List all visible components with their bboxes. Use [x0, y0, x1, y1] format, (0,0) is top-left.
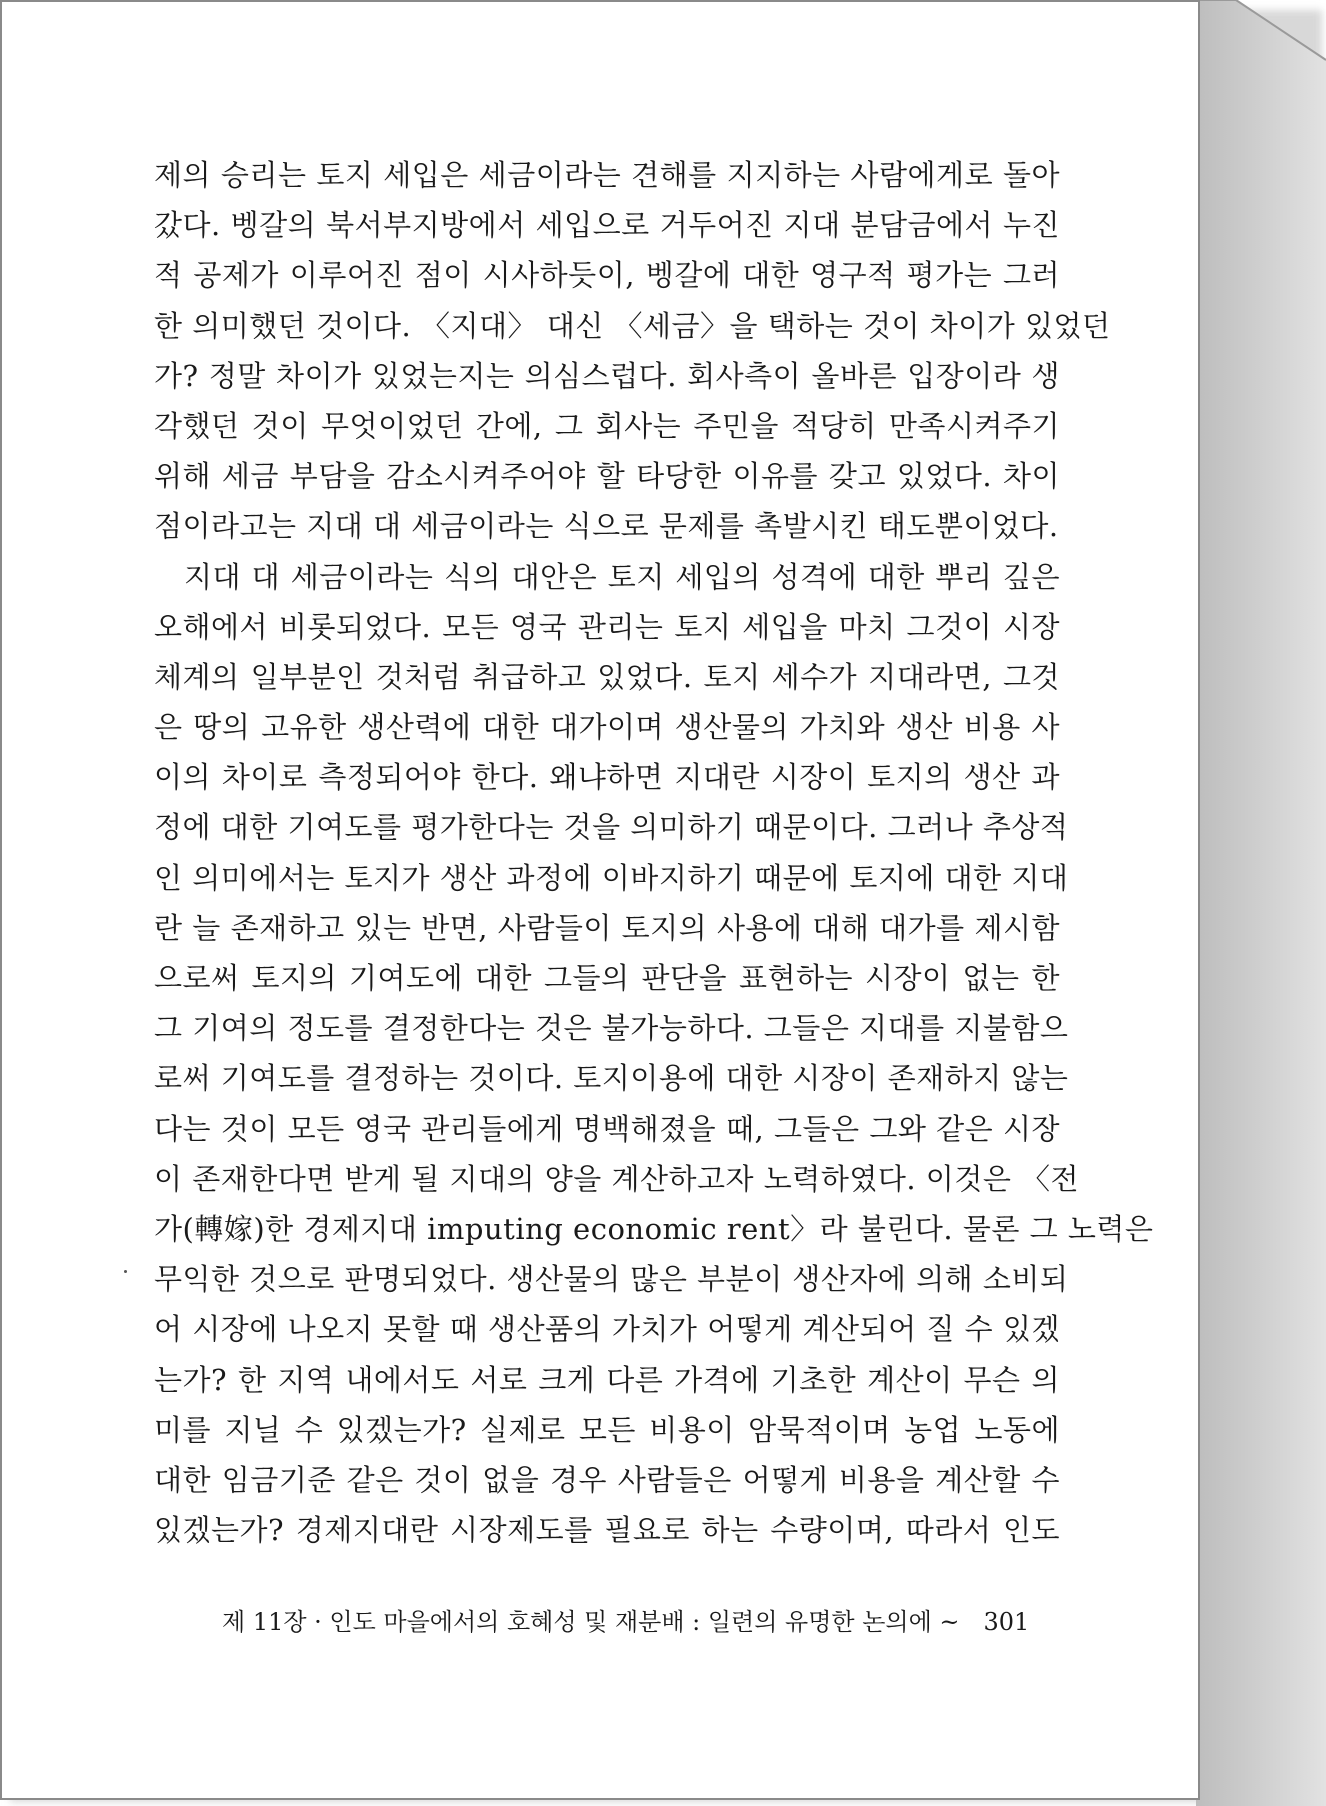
text-line: 미를 지닐 수 있겠는가? 실제로 모든 비용이 암묵적이며 농업 노동에 [154, 1412, 1060, 1447]
text-line: 한 의미했던 것이다. 〈지대〉 대신 〈세금〉을 택하는 것이 차이가 있었던 [154, 308, 1111, 343]
text-line: 어 시장에 나오지 못할 때 생산품의 가치가 어떻게 계산되어 질 수 있겠 [154, 1312, 1060, 1347]
margin-speck [124, 1270, 127, 1273]
text-line: 란 늘 존재하고 있는 반면, 사람들이 토지의 사용에 대해 대가를 제시함 [154, 910, 1060, 945]
book-edge [1196, 0, 1326, 1806]
text-line: 가? 정말 차이가 있었는지는 의심스럽다. 회사측이 올바른 입장이라 생 [154, 358, 1060, 393]
text-line: 가(轉嫁)한 경제지대 imputing economic rent〉라 불린다. 물론 그 노력은 [154, 1211, 1154, 1246]
text-line: 무익한 것으로 판명되었다. 생산물의 많은 부분이 생산자에 의해 소비되 [154, 1262, 1069, 1297]
text-line: 점이라고는 지대 대 세금이라는 식으로 문제를 촉발시킨 태도뿐이었다. [154, 509, 1059, 544]
text-line: 인 의미에서는 토지가 생산 과정에 이바지하기 때문에 토지에 대한 지대 [154, 860, 1069, 895]
text-line: 이의 차이로 측정되어야 한다. 왜냐하면 지대란 시장이 토지의 생산 과 [154, 760, 1060, 795]
text-line: 체계의 일부분인 것처럼 취급하고 있었다. 토지 세수가 지대라면, 그것 [154, 659, 1060, 694]
text-line: 있겠는가? 경제지대란 시장제도를 필요로 하는 수량이며, 따라서 인도 [154, 1513, 1060, 1548]
text-line: 이 존재한다면 받게 될 지대의 양을 계산하고자 노력하였다. 이것은 〈전 [154, 1161, 1080, 1196]
running-title: 제 11장 · 인도 마을에서의 호혜성 및 재분배 : 일련의 유명한 논의에 ~ [222, 1608, 960, 1636]
text-line: 지대 대 세금이라는 식의 대안은 토지 세입의 성격에 대한 뿌리 깊은 [184, 559, 1060, 594]
text-line: 다는 것이 모든 영국 관리들에게 명백해졌을 때, 그들은 그와 같은 시장 [154, 1111, 1060, 1146]
body-text [154, 150, 1154, 1555]
text-line: 로써 기여도를 결정하는 것이다. 토지이용에 대한 시장이 존재하지 않는 [154, 1061, 1069, 1096]
text-line: 은 땅의 고유한 생산력에 대한 대가이며 생산물의 가치와 생산 비용 사 [154, 710, 1060, 745]
text-line: 정에 대한 기여도를 평가한다는 것을 의미하기 때문이다. 그러나 추상적 [154, 810, 1069, 845]
text-line: 적 공제가 이루어진 점이 시사하듯이, 벵갈에 대한 영구적 평가는 그러 [154, 258, 1060, 293]
page-number: 301 [983, 1608, 1030, 1636]
text-line: 그 기여의 정도를 결정한다는 것은 불가능하다. 그들은 지대를 지불함으 [154, 1011, 1069, 1046]
text-line: 갔다. 벵갈의 북서부지방에서 세입으로 거두어진 지대 분담금에서 누진 [154, 208, 1060, 243]
text-line: 제의 승리는 토지 세입은 세금이라는 견해를 지지하는 사람에게로 돌아 [154, 158, 1060, 192]
running-footer [222, 1602, 1032, 1637]
text-line: 위해 세금 부담을 감소시켜주어야 할 타당한 이유를 갖고 있었다. 차이 [154, 459, 1060, 494]
text-line: 오해에서 비롯되었다. 모든 영국 관리는 토지 세입을 마치 그것이 시장 [154, 609, 1060, 644]
text-line: 는가? 한 지역 내에서도 서로 크게 다른 가격에 기초한 계산이 무슨 의 [154, 1362, 1060, 1397]
text-line: 대한 임금기준 같은 것이 없을 경우 사람들은 어떻게 비용을 계산할 수 [154, 1462, 1060, 1497]
text-line: 으로써 토지의 기여도에 대한 그들의 판단을 표현하는 시장이 없는 한 [154, 961, 1060, 995]
text-line: 각했던 것이 무엇이었던 간에, 그 회사는 주민을 적당히 만족시켜주기 [154, 408, 1060, 443]
